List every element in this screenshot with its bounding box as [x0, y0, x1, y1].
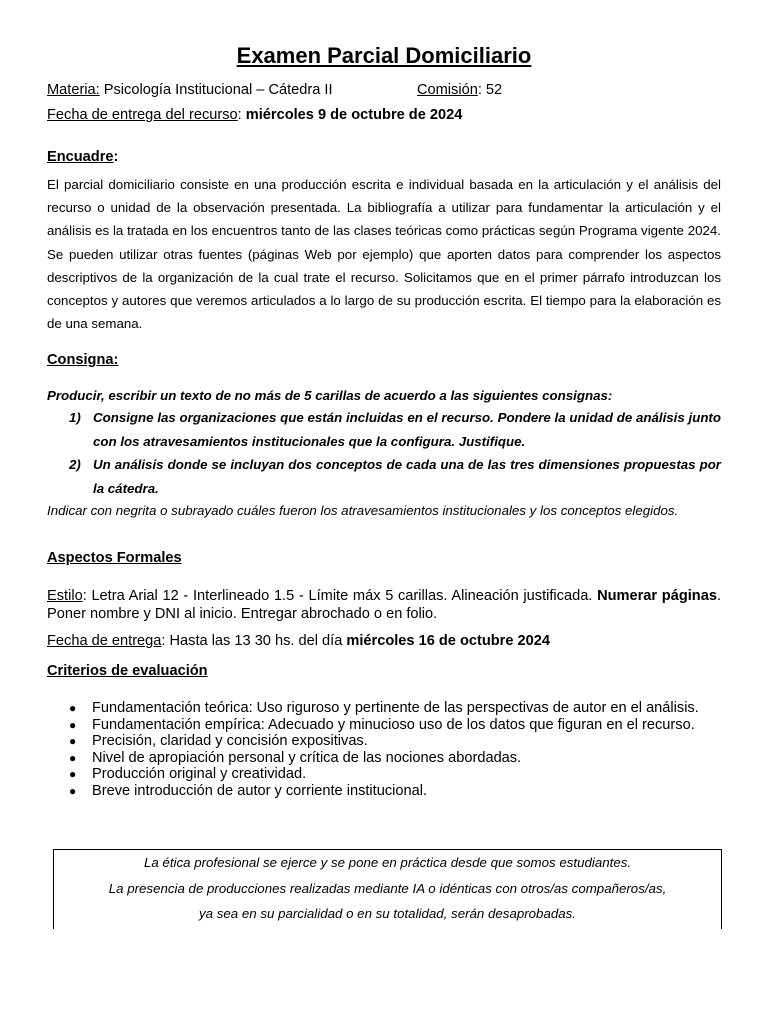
- criterios-heading: [47, 661, 208, 681]
- criterio-item: [47, 717, 721, 734]
- consigna-item-number: 2): [69, 457, 81, 472]
- fecha-entrega-text: : Hasta las 13 30 hs. del día: [161, 633, 347, 649]
- criterio-item: [47, 783, 721, 800]
- bullet-icon: ●: [69, 750, 77, 765]
- criterios-list: [47, 700, 721, 799]
- fecha-entrega-bold: miércoles 16 de octubre 2024: [346, 633, 550, 649]
- bullet-icon: ●: [69, 767, 77, 781]
- criterio-item: [47, 766, 721, 783]
- estilo-rest: . Poner nombre y DNI al inicio. Entregar abrochado o en folio.: [47, 588, 721, 622]
- criterio-text: Nivel de apropiación personal y crítica de las nociones abordadas.: [92, 749, 522, 766]
- consigna-list: [47, 406, 721, 500]
- criterio-text: Fundamentación teórica: Uso riguroso y pertinente de las perspectivas de autor en el análisis.: [92, 700, 699, 716]
- estilo-bold: Numerar páginas: [597, 588, 717, 604]
- consigna-item-text: Un análisis donde se incluyan dos conceptos de cada una de las tres dimensiones propuestas por la cátedra.: [93, 457, 721, 496]
- criterio-text: Precisión, claridad y concisión expositivas.: [92, 733, 368, 749]
- ethics-line-1: La ética profesional se ejerce y se pone en práctica desde que somos estudiantes.: [143, 855, 632, 870]
- aspectos-heading-text: Aspectos Formales: [47, 550, 182, 566]
- bullet-icon: ●: [69, 701, 77, 715]
- fecha-recurso-value: miércoles 9 de octubre de 2024: [245, 107, 463, 123]
- criterio-item: [47, 700, 721, 717]
- criterio-item: [47, 750, 721, 767]
- encuadre-heading-colon: :: [113, 149, 119, 165]
- criterio-text: Producción original y creatividad.: [92, 766, 307, 782]
- fecha-recurso-sep: :: [237, 107, 246, 123]
- fecha-entrega-row: [47, 631, 721, 651]
- criterios-heading-text: Criterios de evaluación: [47, 663, 208, 679]
- fecha-recurso-label: Fecha de entrega del recurso: [47, 107, 238, 123]
- comision-value: : 52: [477, 82, 503, 98]
- comision-group: [417, 80, 502, 100]
- bullet-icon: ●: [69, 717, 77, 732]
- ethics-notice-box: [53, 849, 722, 929]
- consigna-heading: [47, 350, 118, 370]
- ethics-line-2: La presencia de producciones realizadas mediante IA o idénticas con otros/as compañeros/as,: [108, 880, 667, 896]
- consigna-item: [47, 406, 721, 453]
- consigna-item-text: Consigne las organizaciones que están incluidas en el recurso. Pondere la unidad de análisis junto con los atravesamientos institucionales que la configura. Justifique.: [93, 410, 721, 449]
- encuadre-heading: [47, 147, 118, 167]
- comision-label: Comisión: [417, 82, 478, 98]
- fecha-recurso-row: [47, 105, 721, 125]
- criterio-text: Fundamentación empírica: Adecuado y minucioso uso de los datos que figuran en el recurso.: [92, 716, 695, 733]
- criterio-item: [47, 733, 721, 750]
- estilo-text: : Letra Arial 12 - Interlineado 1.5 - Límite máx 5 carillas. Alineación justificada.: [82, 588, 598, 604]
- ethics-line-3: ya sea en su parcialidad o en su totalidad, serán desaprobadas.: [198, 906, 576, 921]
- document-title: Examen Parcial Domiciliario: [236, 43, 532, 68]
- encuadre-heading-text: Encuadre: [47, 149, 114, 165]
- consigna-item: [47, 453, 721, 500]
- consigna-note: Indicar con negrita o subrayado cuáles fueron los atravesamientos institucionales y los conceptos elegidos.: [47, 503, 679, 518]
- estilo-paragraph: [47, 587, 721, 623]
- materia-value: Psicología Institucional – Cátedra II: [99, 82, 333, 98]
- consigna-heading-text: Consigna:: [47, 352, 119, 368]
- bullet-icon: ●: [69, 783, 77, 798]
- aspectos-heading: [47, 548, 182, 568]
- bullet-icon: ●: [69, 734, 77, 748]
- consigna-intro: Producir, escribir un texto de no más de 5 carillas de acuerdo a las siguientes consignas:: [47, 388, 613, 403]
- consigna-item-number: 1): [69, 410, 81, 425]
- materia-label: Materia:: [47, 82, 100, 98]
- criterio-text: Breve introducción de autor y corriente institucional.: [92, 782, 428, 799]
- materia-row: [47, 80, 721, 100]
- estilo-label: Estilo: [47, 588, 83, 604]
- encuadre-paragraph: El parcial domiciliario consiste en una producción escrita e individual basada en la articulación y el análisis del recurso o unidad de la observación presentada. La bibliografía a utilizar para fundamentar la articulación y el análisis es la tratada en los encuentros tanto de las clases teóricas como prácticas según Programa vigente 2024. Se pueden utilizar otras fuentes (páginas Web por ejemplo) que aporten datos para comprender los aspectos descriptivos de la organización de la cual trate el recurso. Solicitamos que en el primer párrafo introduzcan los conceptos y autores que veremos articulados a lo largo de su producción escrita. El tiempo para la elaboración es de una semana.: [47, 177, 721, 332]
- fecha-entrega-label: Fecha de entrega: [47, 633, 162, 649]
